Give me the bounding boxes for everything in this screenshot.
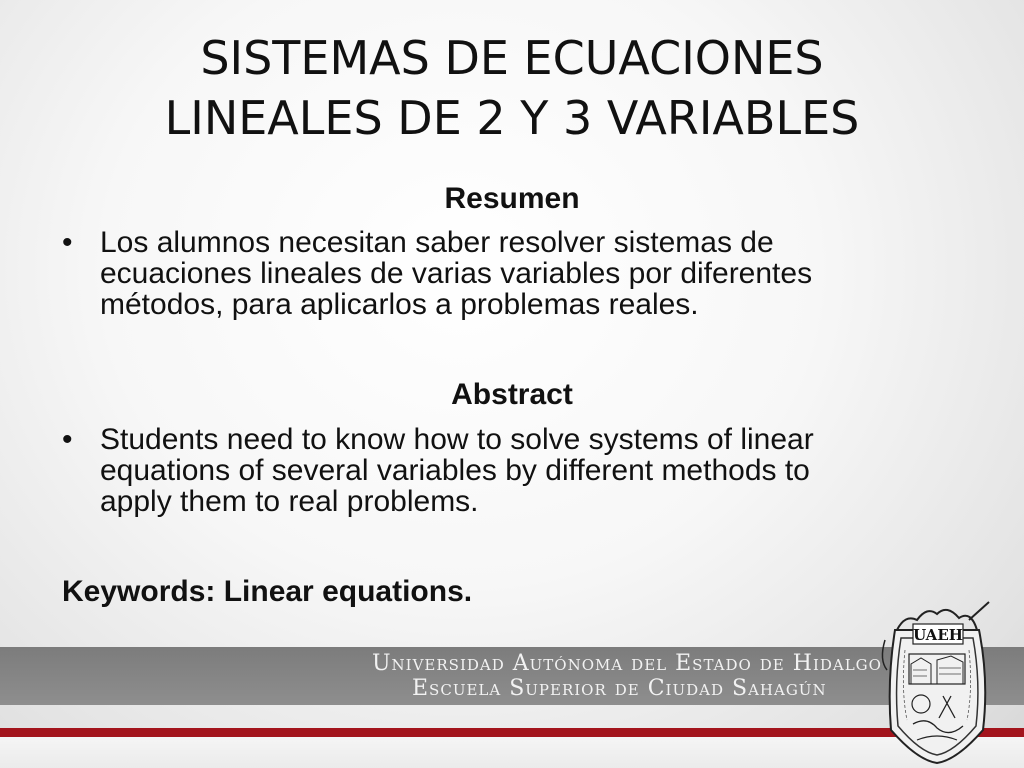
footer-red-bar — [0, 728, 1024, 737]
abstract-line-1: Students need to know how to solve systems of linear — [100, 423, 814, 456]
resumen-line-2: ecuaciones lineales de varias variables por diferentes — [100, 257, 813, 290]
seal-text: UAEH — [913, 626, 963, 644]
slide-title — [0, 28, 1024, 148]
keywords-line: Keywords: Linear equations. — [62, 575, 473, 608]
abstract-bullet — [62, 424, 962, 517]
footer-bottom-strip — [0, 737, 1024, 768]
resumen-heading: Resumen — [444, 182, 580, 215]
abstract-heading: Abstract — [451, 378, 573, 411]
university-seal-logo — [877, 600, 997, 765]
resumen-line-1: Los alumnos necesitan saber resolver sistemas de — [100, 226, 774, 259]
resumen-bullet — [62, 227, 962, 320]
abstract-line-2: equations of several variables by different methods to — [100, 454, 810, 487]
bullet-symbol: • — [62, 226, 73, 259]
slide-title-line-1: SISTEMAS DE ECUACIONES — [200, 31, 824, 85]
bullet-symbol: • — [62, 423, 73, 456]
school-name: Escuela Superior de Ciudad Sahagún — [412, 676, 827, 701]
resumen-line-3: métodos, para aplicarlos a problemas reales. — [100, 288, 699, 321]
slide-title-line-2: LINEALES DE 2 Y 3 VARIABLES — [164, 91, 860, 145]
university-name: Universidad Autónoma del Estado de Hidalgo — [372, 651, 882, 676]
abstract-line-3: apply them to real problems. — [100, 485, 479, 518]
